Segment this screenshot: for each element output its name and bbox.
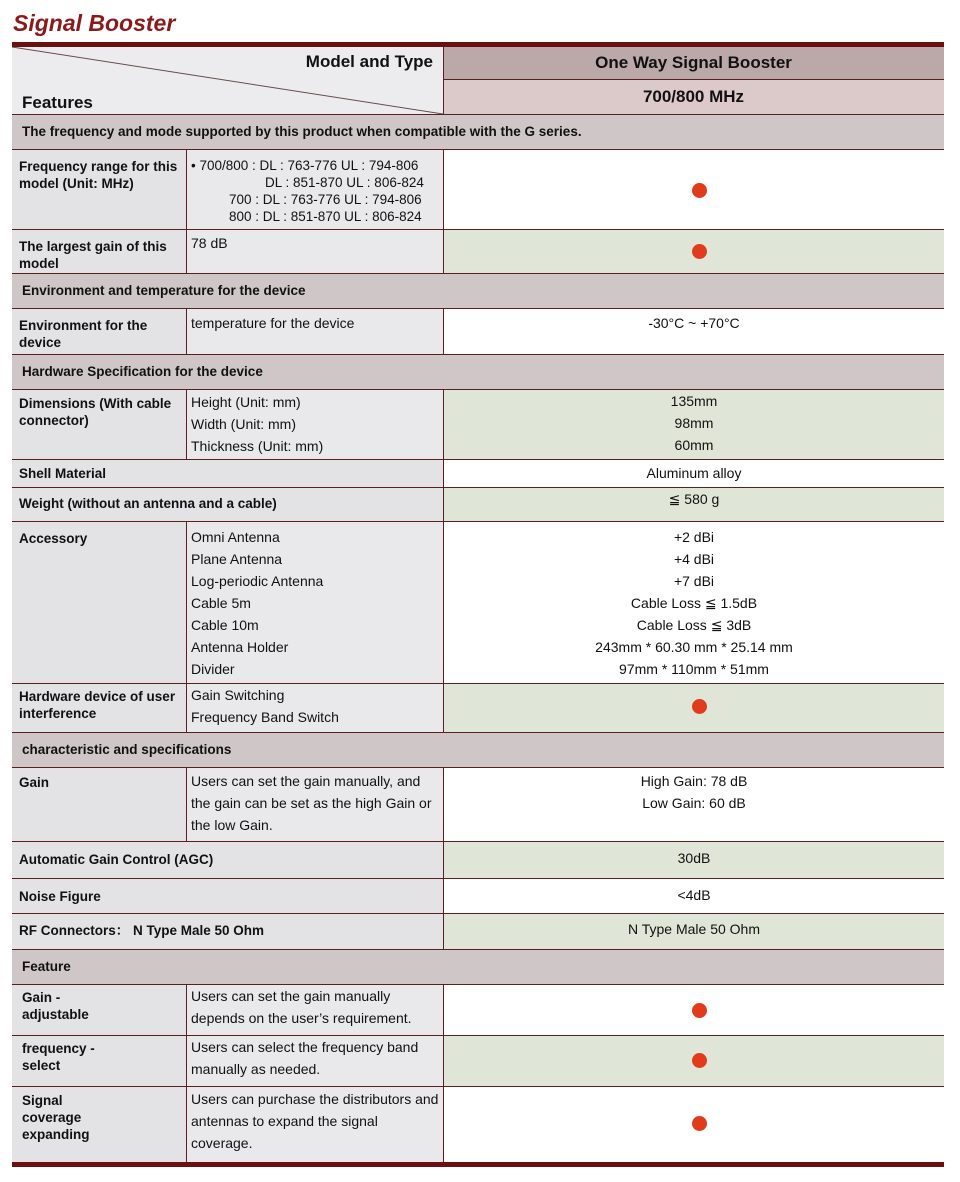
feature-desc: Users can set the gain manually depends on the user’s requirement. xyxy=(187,985,443,1035)
environment-value: -30°C ~ +70°C xyxy=(444,309,944,354)
row-divider xyxy=(12,878,944,879)
rf-label: RF Connectors： N Type Male 50 Ohm xyxy=(12,914,443,949)
noise-value: <4dB xyxy=(444,879,944,913)
row-divider xyxy=(12,114,944,115)
features-label: Features xyxy=(22,93,93,112)
col-divider xyxy=(443,984,444,1162)
row-divider xyxy=(12,732,944,733)
row-divider xyxy=(12,459,944,460)
accessory-value: Cable Loss ≦ 1.5dB xyxy=(630,595,758,611)
accessory-label: Accessory xyxy=(12,522,186,683)
col-divider xyxy=(186,389,187,460)
col-divider xyxy=(443,47,444,115)
section-compat: The frequency and mode supported by this product when compatible with the G series. xyxy=(12,115,944,149)
col-divider xyxy=(443,308,444,355)
feature-label: frequency -select xyxy=(12,1036,186,1086)
feature-support-cell xyxy=(444,985,944,1035)
bottom-rule xyxy=(12,1162,944,1167)
row-divider xyxy=(12,521,944,522)
gain-value: Low Gain: 60 dB xyxy=(642,795,746,811)
interference-support-cell xyxy=(444,684,944,732)
dimension-sub: Height (Unit: mm) xyxy=(191,394,301,410)
dimension-value: 60mm xyxy=(674,437,714,453)
feature-label: Signal coverage expanding xyxy=(12,1087,186,1162)
dimensions-values xyxy=(444,390,944,459)
header-divider xyxy=(443,79,944,80)
section-feature: Feature xyxy=(12,950,944,984)
freq-line: • 700/800 : DL : 763-776 UL : 794-806 xyxy=(191,158,419,173)
row-divider xyxy=(12,949,944,950)
section-characteristics: characteristic and specifications xyxy=(12,733,944,767)
row-divider xyxy=(12,273,944,274)
feature-support-cell xyxy=(444,1087,944,1162)
feature-support-cell xyxy=(444,1036,944,1086)
freq-line: DL : 851-870 UL : 806-824 xyxy=(265,175,424,190)
accessory-subs xyxy=(187,522,443,683)
row-divider xyxy=(12,1086,944,1087)
gain-label: Gain xyxy=(12,768,186,841)
col-divider xyxy=(186,767,187,842)
accessory-value: Cable Loss ≦ 3dB xyxy=(636,617,752,633)
weight-value: ≦ 580 g xyxy=(444,488,944,521)
col-divider xyxy=(443,767,444,950)
feature-desc: Users can select the frequency band manually as needed. xyxy=(187,1036,443,1086)
row-divider xyxy=(12,913,944,914)
product-name: One Way Signal Booster xyxy=(443,47,944,79)
environment-sub: temperature for the device xyxy=(187,309,443,354)
dimensions-subs xyxy=(187,390,443,459)
accessory-value: +7 dBi xyxy=(673,573,715,589)
dimension-sub: Thickness (Unit: mm) xyxy=(191,438,324,454)
col-divider xyxy=(186,521,187,733)
accessory-sub: Cable 10m xyxy=(191,617,259,633)
supported-dot-icon xyxy=(692,1053,707,1068)
shell-label: Shell Material xyxy=(12,460,443,487)
shell-value: Aluminum alloy xyxy=(444,460,944,487)
accessory-value: +2 dBi xyxy=(673,529,715,545)
row-divider xyxy=(12,354,944,355)
row-divider xyxy=(12,767,944,768)
supported-dot-icon xyxy=(692,244,707,259)
rf-value: N Type Male 50 Ohm xyxy=(444,914,944,949)
interference-sub: Frequency Band Switch xyxy=(191,709,339,725)
interference-label: Hardware device of user interference xyxy=(12,684,186,732)
accessory-values xyxy=(444,522,944,683)
col-divider xyxy=(443,389,444,733)
row-divider xyxy=(12,841,944,842)
dimension-sub: Width (Unit: mm) xyxy=(191,416,296,432)
dimension-value: 98mm xyxy=(674,415,714,431)
accessory-sub: Cable 5m xyxy=(191,595,251,611)
row-divider xyxy=(12,487,944,488)
col-divider xyxy=(186,984,187,1162)
col-divider xyxy=(186,308,187,355)
row-divider xyxy=(12,1035,944,1036)
dimensions-label: Dimensions (With cable connector) xyxy=(12,390,186,459)
gain-desc: Users can set the gain manually, and the gain can be set as the high Gain or the low Gain. xyxy=(187,768,443,841)
agc-label: Automatic Gain Control (AGC) xyxy=(12,842,443,878)
accessory-value: +4 dBi xyxy=(673,551,715,567)
row-divider xyxy=(12,229,944,230)
noise-label: Noise Figure xyxy=(12,879,443,913)
freq-support-cell xyxy=(444,150,944,229)
supported-dot-icon xyxy=(692,1116,707,1131)
interference-subs xyxy=(187,684,443,732)
weight-label: Weight (without an antenna and a cable) xyxy=(12,488,443,521)
page-title: Signal Booster xyxy=(13,10,176,36)
agc-value: 30dB xyxy=(444,842,944,878)
feature-label: Gain -adjustable xyxy=(12,985,186,1035)
gain-max-support-cell xyxy=(444,230,944,273)
accessory-sub: Plane Antenna xyxy=(191,551,283,567)
row-divider xyxy=(12,984,944,985)
section-environment: Environment and temperature for the device xyxy=(12,274,944,308)
model-type-label: Model and Type xyxy=(305,52,433,71)
row-divider xyxy=(12,389,944,390)
dimension-value: 135mm xyxy=(670,393,718,409)
freq-label: Frequency range for this model (Unit: MHz) xyxy=(12,150,186,229)
freq-line: 800 : DL : 851-870 UL : 806-824 xyxy=(229,209,422,224)
supported-dot-icon xyxy=(692,1003,707,1018)
row-divider xyxy=(12,308,944,309)
accessory-sub: Log-periodic Antenna xyxy=(191,573,324,589)
section-hardware: Hardware Specification for the device xyxy=(12,355,944,389)
accessory-sub: Divider xyxy=(191,661,235,677)
interference-sub: Gain Switching xyxy=(191,687,285,703)
row-divider xyxy=(12,683,944,684)
accessory-sub: Omni Antenna xyxy=(191,529,280,545)
gain-max-label: The largest gain of this model xyxy=(12,230,186,273)
feature-desc: Users can purchase the distributors and antennas to expand the signal coverage. xyxy=(187,1087,443,1162)
col-divider xyxy=(186,149,187,274)
supported-dot-icon xyxy=(692,699,707,714)
freq-line: 700 : DL : 763-776 UL : 794-806 xyxy=(229,192,422,207)
accessory-value: 97mm * 110mm * 51mm xyxy=(619,661,769,677)
environment-label: Environment for the device xyxy=(12,309,186,354)
supported-dot-icon xyxy=(692,183,707,198)
product-band: 700/800 MHz xyxy=(443,80,944,114)
accessory-value: 243mm * 60.30 mm * 25.14 mm xyxy=(595,639,793,655)
gain-values xyxy=(444,768,944,841)
freq-values xyxy=(187,150,443,229)
header-corner-cell xyxy=(12,47,443,114)
gain-max-value: 78 dB xyxy=(187,230,443,273)
gain-value: High Gain: 78 dB xyxy=(640,773,748,789)
row-divider xyxy=(12,149,944,150)
accessory-sub: Antenna Holder xyxy=(191,639,289,655)
col-divider xyxy=(443,149,444,274)
